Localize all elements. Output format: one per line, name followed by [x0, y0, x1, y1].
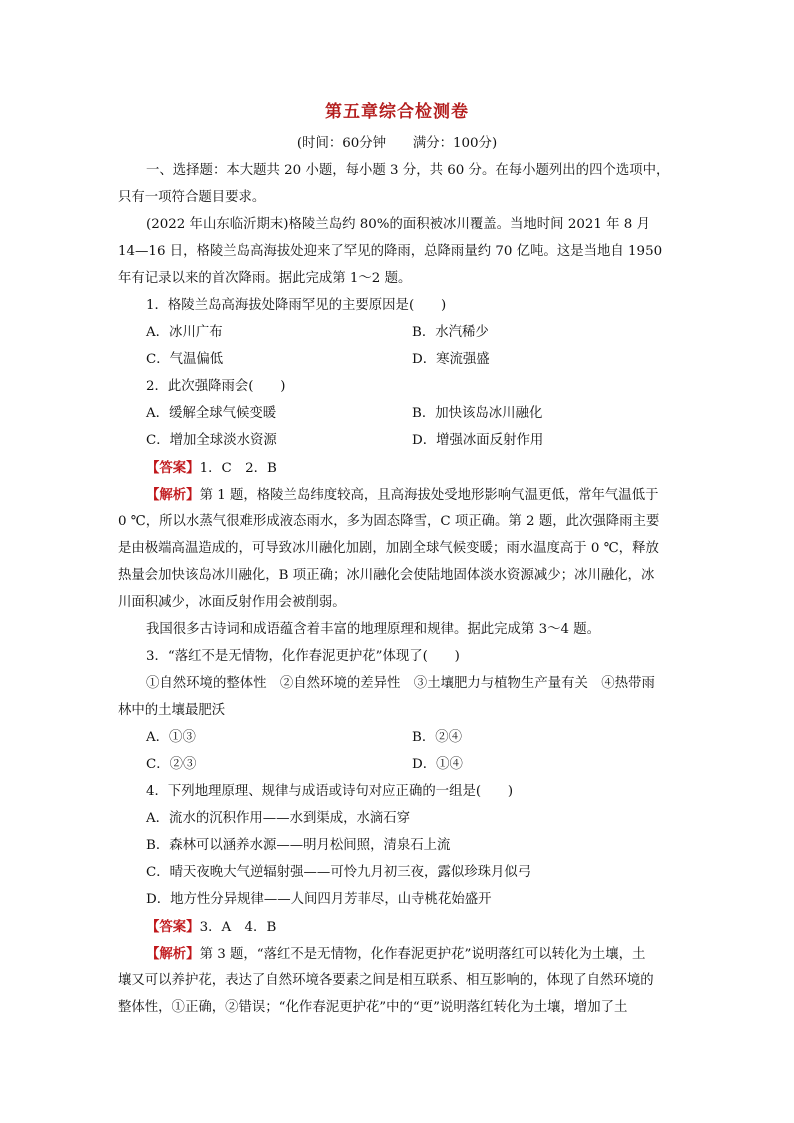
question3-option-c: C．②③ [146, 757, 197, 772]
section-instruction-line2: 只有一项符合题目要求。 [118, 190, 266, 205]
question4-option-c: C．晴天夜晚大气逆辐射强——可怜九月初三夜，露似珍珠月似弓 [146, 865, 532, 880]
question1-option-d: D．寒流强盛 [412, 352, 490, 367]
analysis1-line5: 川面积减少，冰面反射作用会被削弱。 [118, 595, 346, 610]
passage1-line1: (2022 年山东临沂期末)格陵兰岛约 80%的面积被冰川覆盖。当地时间 2021 年 8 月 [146, 217, 650, 232]
analysis-tag: 【解析】 [146, 487, 200, 503]
question2-option-d: D．增强冰面反射作用 [412, 433, 544, 448]
question1-option-c: C．气温偏低 [146, 352, 224, 367]
question3-items-line1: ①自然环境的整体性 ②自然环境的差异性 ③土壤肥力与植物生产量有关 ④热带雨 [146, 676, 655, 691]
section-instruction-line1: 一、选择题：本大题共 20 小题，每小题 3 分，共 60 分。在每小题列出的四个选项中， [146, 163, 670, 178]
analysis-text: 第 3 题，“落红不是无情物，化作春泥更护花”说明落红可以转化为土壤，土 [199, 947, 646, 962]
analysis-tag: 【解析】 [146, 946, 200, 962]
question4-option-d: D．地方性分异规律——人间四月芳菲尽，山寺桃花始盛开 [146, 892, 492, 907]
answer-tag: 【答案】 [146, 460, 200, 476]
question2-option-c: C．增加全球淡水资源 [146, 433, 277, 448]
answer-block-2 [146, 919, 706, 936]
page-title: 第五章综合检测卷 [325, 102, 469, 122]
question2-stem: 2．此次强降雨会( ) [146, 379, 286, 394]
answer-text: 3．A 4．B [199, 920, 277, 935]
analysis1-line2: 0 ℃，所以水蒸气很难形成液态雨水，多为固态降雪，C 项正确。第 2 题，此次强降雨主要 [118, 514, 660, 529]
question1-option-b: B．水汽稀少 [412, 325, 489, 340]
question3-option-b: B．②④ [412, 730, 463, 745]
answer-tag: 【答案】 [146, 919, 200, 935]
time-info: (时间：60分钟 满分：100分) [296, 136, 498, 151]
analysis2-line3: 整体性，①正确，②错误；“化作春泥更护花”中的“更”说明落红转化为土壤，增加了土 [118, 1000, 628, 1015]
question3-option-a: A．①③ [146, 730, 196, 745]
answer-text: 1．C 2．B [199, 461, 277, 476]
analysis1-line4: 热量会加快该岛冰川融化，B 项正确；冰川融化会使陆地固体淡水资源减少；冰川融化，冰 [118, 568, 655, 583]
passage2: 我国很多古诗词和成语蕴含着丰富的地理原理和规律。据此完成第 3～4 题。 [146, 622, 601, 637]
question4-stem: 4．下列地理原理、规律与成语或诗句对应正确的一组是( ) [146, 784, 514, 799]
analysis-text: 第 1 题，格陵兰岛纬度较高，且高海拔处受地形影响气温更低，常年气温低于 [199, 488, 659, 503]
question1-stem: 1．格陵兰岛高海拔处降雨罕见的主要原因是( ) [146, 298, 447, 313]
question1-option-a: A．冰川广布 [146, 325, 223, 340]
answer-block-1 [146, 460, 706, 477]
analysis1-line3: 是由极端高温造成的，可导致冰川融化加剧，加剧全球气候变暖；雨水温度高于 0 ℃，释放 [118, 541, 659, 556]
question3-items-line2: 林中的土壤最肥沃 [118, 703, 226, 718]
question4-option-b: B．森林可以涵养水源——明月松间照，清泉石上流 [146, 838, 451, 853]
question2-option-a: A．缓解全球气候变暖 [146, 406, 277, 421]
analysis1-line1 [146, 487, 706, 504]
question4-option-a: A．流水的沉积作用——水到渠成，水滴石穿 [146, 811, 411, 826]
analysis2-line2: 壤又可以养护花，表达了自然环境各要素之间是相互联系、相互影响的，体现了自然环境的 [118, 973, 654, 988]
question2-option-b: B．加快该岛冰川融化 [412, 406, 543, 421]
analysis2-line1 [146, 946, 706, 963]
question3-stem: 3．“落红不是无情物，化作春泥更护花”体现了( ) [146, 649, 460, 664]
question3-option-d: D．①④ [412, 757, 463, 772]
passage1-line3: 年有记录以来的首次降雨。据此完成第 1～2 题。 [118, 271, 412, 286]
passage1-line2: 14—16 日，格陵兰岛高海拔处迎来了罕见的降雨，总降雨量约 70 亿吨。这是当地自 1950 [118, 244, 663, 259]
